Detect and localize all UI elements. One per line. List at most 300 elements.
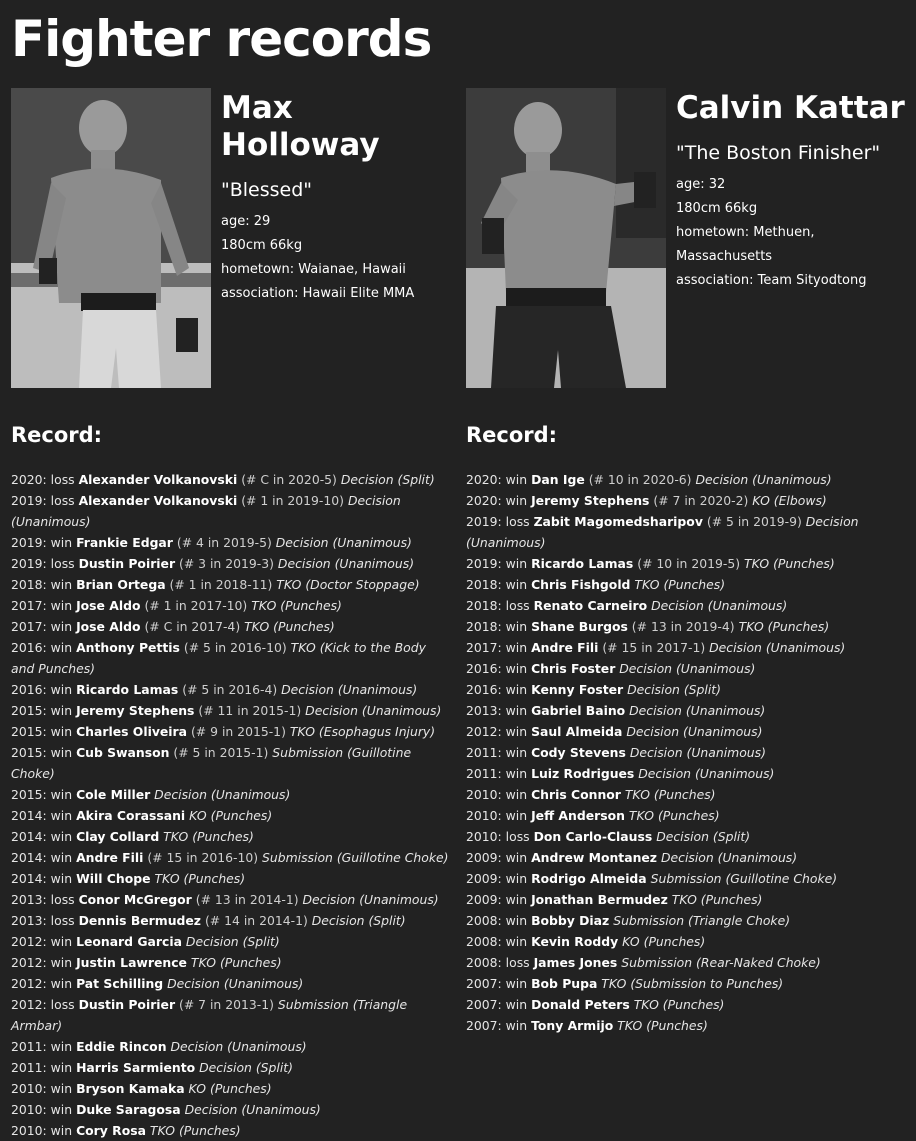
record-opponent: Chris Connor [531, 787, 621, 802]
record-year: 2016 [11, 640, 43, 655]
record-rank: (# 14 in 2014-1) [204, 913, 308, 928]
record-result: win [505, 724, 528, 739]
fighter-name: Max Holloway [221, 90, 380, 163]
record-year: 2009 [466, 871, 498, 886]
fighter-age: age: 29 [221, 214, 271, 229]
record-year: 2013 [11, 913, 43, 928]
record-row: 2014: win Andre Fili (# 15 in 2016-10) Submission (Guillotine Choke) [11, 850, 449, 865]
record-opponent: Bryson Kamaka [76, 1081, 185, 1096]
record-opponent: Cole Miller [76, 787, 151, 802]
record-row: 2018: loss Renato Carneiro Decision (Unanimous) [466, 598, 788, 613]
record-opponent: Kevin Roddy [531, 934, 619, 949]
record-opponent: Bobby Diaz [531, 913, 610, 928]
record-row: 2012: loss Dustin Poirier (# 7 in 2013-1) Submission (Triangle Armbar) [11, 997, 408, 1033]
record-rank: (# 9 in 2015-1) [190, 724, 286, 739]
fighter-photo [11, 88, 211, 388]
record-year: 2019 [11, 556, 43, 571]
record-year: 2020 [11, 472, 43, 487]
record-method: TKO (Punches) [190, 955, 282, 970]
record-method: KO (Punches) [189, 808, 273, 823]
fighter-info [676, 88, 911, 293]
record-method: Decision (Unanimous) [660, 850, 798, 865]
record-opponent: Clay Collard [76, 829, 160, 844]
record-row: 2012: win Leonard Garcia Decision (Split) [11, 934, 280, 949]
record-result: win [505, 766, 528, 781]
record-opponent: Harris Sarmiento [76, 1060, 196, 1075]
record-result: win [50, 871, 73, 886]
record-year: 2008 [466, 913, 498, 928]
record-row: 2009: win Andrew Montanez Decision (Unanimous) [466, 850, 798, 865]
record-method: Decision (Unanimous) [302, 892, 439, 907]
record-result: loss [505, 514, 530, 529]
record-year: 2012 [466, 724, 498, 739]
record-row: 2009: win Rodrigo Almeida Submission (Guillotine Choke) [466, 871, 838, 886]
record-opponent: Leonard Garcia [76, 934, 182, 949]
record-row: 2009: win Jonathan Bermudez TKO (Punches) [466, 892, 763, 907]
record-row: 2011: win Harris Sarmiento Decision (Split) [11, 1060, 293, 1075]
record-opponent: Cub Swanson [76, 745, 170, 760]
record-result: win [50, 619, 73, 634]
record-opponent: Jeremy Stephens [531, 493, 650, 508]
record-result: loss [505, 955, 530, 970]
record-row: 2020: win Dan Ige (# 10 in 2020-6) Decision (Unanimous) [466, 472, 832, 487]
record-opponent: Jose Aldo [76, 598, 141, 613]
record-result: win [505, 787, 528, 802]
record-row: 2011: win Eddie Rincon Decision (Unanimous) [11, 1039, 307, 1054]
record-result: win [505, 703, 528, 718]
record-method: Decision (Unanimous) [629, 745, 766, 760]
record-row: 2018: win Brian Ortega (# 1 in 2018-11) TKO (Doctor Stoppage) [11, 577, 420, 592]
record-year: 2007 [466, 976, 498, 991]
record-year: 2008 [466, 934, 498, 949]
record-year: 2017 [466, 640, 498, 655]
record-opponent: Kenny Foster [531, 682, 624, 697]
record-result: win [505, 934, 528, 949]
record-year: 2010 [466, 787, 498, 802]
record-year: 2015 [11, 724, 43, 739]
record-row: 2011: win Luiz Rodrigues Decision (Unanimous) [466, 766, 775, 781]
record-result: win [505, 745, 528, 760]
record-year: 2010 [11, 1123, 43, 1138]
record-row: 2017: win Jose Aldo (# C in 2017-4) TKO (Punches) [11, 619, 335, 634]
record-year: 2014 [11, 829, 43, 844]
record-year: 2014 [11, 808, 43, 823]
record-method: TKO (Punches) [251, 598, 342, 613]
record-year: 2012 [11, 934, 43, 949]
record-result: win [505, 577, 528, 592]
record-result: win [505, 808, 528, 823]
record-year: 2007 [466, 1018, 498, 1033]
record-opponent: Saul Almeida [531, 724, 623, 739]
record-opponent: Duke Saragosa [76, 1102, 181, 1117]
record-row: 2012: win Pat Schilling Decision (Unanimous) [11, 976, 304, 991]
record-method: Submission (Guillotine Choke) [650, 871, 838, 886]
record-opponent: Cory Rosa [76, 1123, 146, 1138]
record-year: 2011 [466, 766, 498, 781]
record-result: loss [50, 556, 75, 571]
record-method: Submission (Rear-Naked Choke) [621, 955, 821, 970]
record-year: 2015 [11, 703, 43, 718]
record-opponent: Don Carlo-Clauss [533, 829, 653, 844]
record-year: 2008 [466, 955, 498, 970]
record-method: Decision (Unanimous) [281, 682, 418, 697]
record-opponent: Jeremy Stephens [76, 703, 195, 718]
record-year: 2016 [466, 682, 498, 697]
record-result: win [505, 892, 528, 907]
record-opponent: Conor McGregor [78, 892, 192, 907]
record-method: Decision (Unanimous) [154, 787, 291, 802]
record-row: 2010: win Duke Saragosa Decision (Unanimous) [11, 1102, 321, 1117]
record-row: 2019: loss Zabit Magomedsharipov (# 5 in 2019-9) Decision (Unanimous) [466, 514, 859, 550]
record-method: Decision (Unanimous) [275, 535, 412, 550]
record-row: 2010: win Jeff Anderson TKO (Punches) [466, 808, 720, 823]
record-opponent: Chris Fishgold [531, 577, 631, 592]
record-method: Submission (Triangle Choke) [613, 913, 791, 928]
record-result: win [50, 976, 73, 991]
record-rank: (# 10 in 2019-5) [637, 556, 741, 571]
record-method: Submission (Triangle Armbar) [11, 997, 408, 1033]
record-result: loss [50, 493, 75, 508]
record-result: win [505, 619, 528, 634]
record-result: win [50, 850, 73, 865]
record-result: win [50, 1060, 73, 1075]
record-row: 2019: loss Alexander Volkanovski (# 1 in 2019-10) Decision (Unanimous) [11, 493, 401, 529]
record-rank: (# 13 in 2019-4) [631, 619, 735, 634]
record-year: 2013 [466, 703, 498, 718]
record-row: 2008: loss James Jones Submission (Rear-Naked Choke) [466, 955, 821, 970]
record-opponent: Brian Ortega [76, 577, 166, 592]
record-year: 2011 [11, 1060, 43, 1075]
record-rank: (# 3 in 2019-3) [179, 556, 274, 571]
record-method: TKO (Punches) [738, 619, 830, 634]
record-year: 2019 [11, 493, 43, 508]
record-rank: (# 5 in 2019-9) [706, 514, 802, 529]
record-opponent: Andre Fili [531, 640, 599, 655]
record-opponent: Ricardo Lamas [531, 556, 634, 571]
record-result: win [50, 808, 73, 823]
record-row: 2010: win Bryson Kamaka KO (Punches) [11, 1081, 272, 1096]
record-year: 2010 [11, 1081, 43, 1096]
record-opponent: Donald Peters [531, 997, 630, 1012]
record-rank: (# 1 in 2019-10) [241, 493, 345, 508]
record-method: KO (Elbows) [752, 493, 827, 508]
record-method: TKO (Punches) [163, 829, 254, 844]
record-year: 2019 [466, 514, 498, 529]
record-row: 2014: win Clay Collard TKO (Punches) [11, 829, 254, 844]
record-result: win [50, 682, 73, 697]
record-method: Decision (Unanimous) [626, 724, 763, 739]
record-result: win [505, 640, 528, 655]
record-row: 2015: win Cole Miller Decision (Unanimous) [11, 787, 291, 802]
record-list [11, 469, 451, 1141]
record-method: Submission (Guillotine Choke) [262, 850, 449, 865]
record-year: 2020 [466, 493, 498, 508]
record-result: loss [505, 829, 530, 844]
record-opponent: Dustin Poirier [78, 556, 176, 571]
page-title: Fighter records [11, 10, 432, 68]
record-result: win [50, 703, 73, 718]
record-year: 2017 [11, 619, 43, 634]
record-method: Decision (Split) [656, 829, 751, 844]
record-result: win [50, 955, 73, 970]
record-opponent: Gabriel Baino [531, 703, 626, 718]
fighter-age: age: 32 [676, 177, 726, 192]
record-opponent: Will Chope [76, 871, 151, 886]
record-row: 2019: win Frankie Edgar (# 4 in 2019-5) Decision (Unanimous) [11, 535, 412, 550]
record-opponent: Renato Carneiro [533, 598, 648, 613]
record-row: 2010: loss Don Carlo-Clauss Decision (Split) [466, 829, 751, 844]
record-row: 2018: win Chris Fishgold TKO (Punches) [466, 577, 726, 592]
record-rank: (# 7 in 2013-1) [179, 997, 274, 1012]
record-row: 2017: win Jose Aldo (# 1 in 2017-10) TKO (Punches) [11, 598, 342, 613]
record-rank: (# C in 2017-4) [144, 619, 241, 634]
record-result: win [505, 493, 528, 508]
record-rank: (# 5 in 2016-10) [183, 640, 287, 655]
record-result: win [50, 934, 73, 949]
record-row: 2016: win Anthony Pettis (# 5 in 2016-10) TKO (Kick to the Body and Punches) [11, 640, 426, 676]
record-method: Decision (Unanimous) [466, 514, 859, 550]
record-year: 2016 [466, 661, 498, 676]
record-result: win [50, 535, 73, 550]
record-opponent: Anthony Pettis [76, 640, 180, 655]
record-year: 2011 [11, 1039, 43, 1054]
record-rank: (# 5 in 2015-1) [173, 745, 269, 760]
record-opponent: Shane Burgos [531, 619, 628, 634]
fighter-nickname: "The Boston Finisher" [676, 142, 881, 164]
record-opponent: Rodrigo Almeida [531, 871, 647, 886]
record-method: KO (Punches) [622, 934, 706, 949]
record-rank: (# 4 in 2019-5) [176, 535, 272, 550]
record-method: TKO (Punches) [628, 808, 720, 823]
record-result: win [50, 1123, 73, 1138]
record-row: 2007: win Bob Pupa TKO (Submission to Punches) [466, 976, 784, 991]
record-opponent: Eddie Rincon [76, 1039, 167, 1054]
record-result: loss [50, 472, 75, 487]
record-year: 2014 [11, 850, 43, 865]
record-rank: (# C in 2020-5) [241, 472, 337, 487]
record-year: 2013 [11, 892, 43, 907]
record-rank: (# 1 in 2018-11) [169, 577, 273, 592]
record-result: win [50, 1039, 73, 1054]
record-year: 2012 [11, 997, 43, 1012]
record-rank: (# 13 in 2014-1) [195, 892, 299, 907]
record-method: TKO (Punches) [624, 787, 716, 802]
record-method: Decision (Split) [185, 934, 280, 949]
record-method: Decision (Split) [340, 472, 435, 487]
record-opponent: Charles Oliveira [76, 724, 188, 739]
record-row: 2012: win Justin Lawrence TKO (Punches) [11, 955, 282, 970]
record-row: 2010: win Chris Connor TKO (Punches) [466, 787, 716, 802]
record-year: 2009 [466, 892, 498, 907]
fighter-photo [466, 88, 666, 388]
record-result: win [505, 661, 528, 676]
record-opponent: Akira Corassani [76, 808, 186, 823]
record-method: Decision (Unanimous) [651, 598, 788, 613]
record-opponent: Jose Aldo [76, 619, 141, 634]
record-row: 2015: win Jeremy Stephens (# 11 in 2015-1) Decision (Unanimous) [11, 703, 442, 718]
record-year: 2010 [11, 1102, 43, 1117]
record-row: 2020: loss Alexander Volkanovski (# C in 2020-5) Decision (Split) [11, 472, 435, 487]
record-method: Decision (Unanimous) [167, 976, 304, 991]
record-opponent: Cody Stevens [531, 745, 626, 760]
record-result: win [50, 787, 73, 802]
record-result: win [505, 976, 528, 991]
record-rank: (# 11 in 2015-1) [198, 703, 302, 718]
record-rank: (# 1 in 2017-10) [144, 598, 248, 613]
record-method: Decision (Unanimous) [11, 493, 401, 529]
record-year: 2019 [466, 556, 498, 571]
record-row: 2019: loss Dustin Poirier (# 3 in 2019-3) Decision (Unanimous) [11, 556, 415, 571]
record-method: TKO (Punches) [634, 577, 726, 592]
record-row: 2015: win Cub Swanson (# 5 in 2015-1) Submission (Guillotine Choke) [11, 745, 412, 781]
record-year: 2017 [11, 598, 43, 613]
record-result: win [50, 829, 73, 844]
record-result: loss [50, 997, 75, 1012]
record-opponent: Justin Lawrence [76, 955, 187, 970]
record-opponent: Dan Ige [531, 472, 585, 487]
record-year: 2018 [11, 577, 43, 592]
record-result: win [50, 598, 73, 613]
record-method: Decision (Unanimous) [619, 661, 756, 676]
fighter-nickname: "Blessed" [221, 179, 313, 201]
record-opponent: Dennis Bermudez [78, 913, 202, 928]
record-row: 2008: win Kevin Roddy KO (Punches) [466, 934, 706, 949]
record-opponent: Alexander Volkanovski [78, 472, 238, 487]
record-method: Decision (Unanimous) [305, 703, 442, 718]
record-result: win [50, 745, 73, 760]
record-result: win [50, 724, 73, 739]
fighter-name: Calvin Kattar [676, 90, 905, 126]
record-rank: (# 15 in 2017-1) [602, 640, 706, 655]
record-method: Decision (Split) [627, 682, 721, 697]
record-opponent: Andrew Montanez [531, 850, 658, 865]
record-row: 2007: win Tony Armijo TKO (Punches) [466, 1018, 708, 1033]
record-method: Decision (Split) [311, 913, 406, 928]
record-method: Decision (Unanimous) [709, 640, 846, 655]
fighter-build: 180cm 66kg [221, 238, 303, 253]
record-opponent: Andre Fili [76, 850, 144, 865]
record-year: 2015 [11, 745, 43, 760]
record-year: 2010 [466, 829, 498, 844]
record-method: TKO (Submission to Punches) [601, 976, 784, 991]
record-result: win [505, 1018, 528, 1033]
record-year: 2009 [466, 850, 498, 865]
record-year: 2011 [466, 745, 498, 760]
record-year: 2015 [11, 787, 43, 802]
record-result: win [505, 556, 528, 571]
record-title: Record: [11, 423, 103, 447]
record-method: TKO (Punches) [744, 556, 835, 571]
record-title: Record: [466, 423, 558, 447]
record-year: 2016 [11, 682, 43, 697]
record-row: 2011: win Cody Stevens Decision (Unanimous) [466, 745, 766, 760]
record-opponent: Bob Pupa [531, 976, 598, 991]
record-row: 2007: win Donald Peters TKO (Punches) [466, 997, 725, 1012]
record-row: 2016: win Ricardo Lamas (# 5 in 2016-4) Decision (Unanimous) [11, 682, 418, 697]
record-year: 2014 [11, 871, 43, 886]
record-year: 2019 [11, 535, 43, 550]
record-result: win [50, 1102, 73, 1117]
record-year: 2018 [466, 598, 498, 613]
record-rank: (# 10 in 2020-6) [588, 472, 692, 487]
record-method: KO (Punches) [188, 1081, 272, 1096]
record-opponent: Luiz Rodrigues [531, 766, 635, 781]
record-rank: (# 5 in 2016-4) [182, 682, 278, 697]
record-row: 2013: loss Dennis Bermudez (# 14 in 2014-1) Decision (Split) [11, 913, 406, 928]
record-row: 2012: win Saul Almeida Decision (Unanimous) [466, 724, 763, 739]
record-method: Submission (Guillotine Choke) [11, 745, 412, 781]
record-result: win [50, 640, 73, 655]
record-method: TKO (Esophagus Injury) [289, 724, 436, 739]
record-year: 2018 [466, 577, 498, 592]
record-result: win [505, 682, 528, 697]
record-method: Decision (Unanimous) [277, 556, 415, 571]
record-method: Decision (Split) [199, 1060, 293, 1075]
record-result: loss [50, 892, 75, 907]
fighter-build: 180cm 66kg [676, 201, 758, 216]
record-opponent: Frankie Edgar [76, 535, 173, 550]
record-opponent: Chris Foster [531, 661, 616, 676]
record-row: 2015: win Charles Oliveira (# 9 in 2015-1) TKO (Esophagus Injury) [11, 724, 436, 739]
record-opponent: Alexander Volkanovski [78, 493, 238, 508]
record-method: TKO (Punches) [671, 892, 763, 907]
record-row: 2018: win Shane Burgos (# 13 in 2019-4) TKO (Punches) [466, 619, 830, 634]
record-row: 2014: win Will Chope TKO (Punches) [11, 871, 246, 886]
record-result: win [505, 913, 528, 928]
record-row: 2013: win Gabriel Baino Decision (Unanimous) [466, 703, 766, 718]
record-opponent: Pat Schilling [76, 976, 164, 991]
record-opponent: Zabit Magomedsharipov [533, 514, 703, 529]
record-result: win [505, 871, 528, 886]
record-method: TKO (Punches) [633, 997, 725, 1012]
record-row: 2014: win Akira Corassani KO (Punches) [11, 808, 273, 823]
record-year: 2007 [466, 997, 498, 1012]
record-row: 2016: win Chris Foster Decision (Unanimous) [466, 661, 756, 676]
record-opponent: Jeff Anderson [531, 808, 625, 823]
record-opponent: James Jones [533, 955, 618, 970]
record-method: TKO (Punches) [617, 1018, 708, 1033]
record-row: 2020: win Jeremy Stephens (# 7 in 2020-2) KO (Elbows) [466, 493, 827, 508]
record-method: TKO (Punches) [154, 871, 246, 886]
record-rank: (# 7 in 2020-2) [653, 493, 749, 508]
fighter-info [221, 88, 456, 306]
record-row: 2016: win Kenny Foster Decision (Split) [466, 682, 721, 697]
record-row: 2013: loss Conor McGregor (# 13 in 2014-1) Decision (Unanimous) [11, 892, 439, 907]
record-row: 2008: win Bobby Diaz Submission (Triangle Choke) [466, 913, 791, 928]
record-result: loss [505, 598, 530, 613]
record-year: 2012 [11, 976, 43, 991]
record-opponent: Tony Armijo [531, 1018, 614, 1033]
fighter-association: association: Team Sityodtong [676, 273, 867, 288]
record-opponent: Ricardo Lamas [76, 682, 179, 697]
record-result: win [505, 472, 528, 487]
record-method: Decision (Unanimous) [629, 703, 766, 718]
record-list [466, 469, 906, 1036]
record-result: win [505, 997, 528, 1012]
record-method: Decision (Unanimous) [184, 1102, 321, 1117]
record-result: win [505, 850, 528, 865]
record-method: Decision (Unanimous) [638, 766, 775, 781]
record-year: 2012 [11, 955, 43, 970]
record-row: 2019: win Ricardo Lamas (# 10 in 2019-5) TKO (Punches) [466, 556, 835, 571]
record-method: TKO (Doctor Stoppage) [276, 577, 420, 592]
record-year: 2010 [466, 808, 498, 823]
record-opponent: Dustin Poirier [78, 997, 176, 1012]
record-opponent: Jonathan Bermudez [531, 892, 668, 907]
record-year: 2018 [466, 619, 498, 634]
record-row: 2017: win Andre Fili (# 15 in 2017-1) Decision (Unanimous) [466, 640, 846, 655]
record-method: TKO (Kick to the Body and Punches) [11, 640, 426, 676]
